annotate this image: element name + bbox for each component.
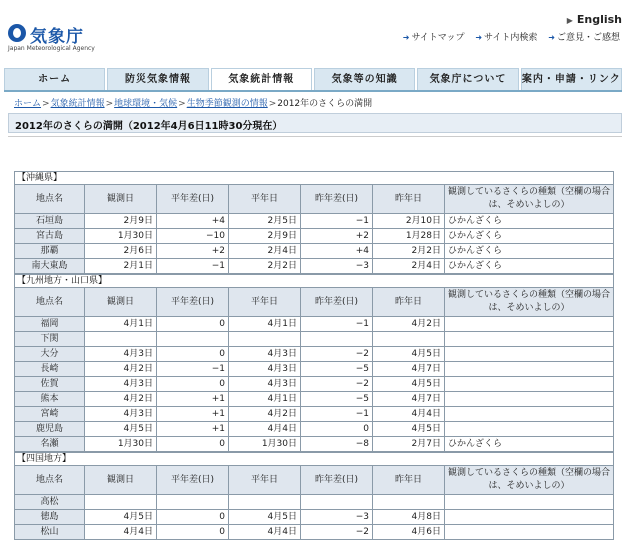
table-cell: 2月1日 [85,259,157,274]
breadcrumb-home[interactable]: ホーム [14,99,42,109]
column-header: 観測日 [85,288,157,317]
table-cell: −1 [301,214,373,229]
logo-subtitle: Japan Meteorological Agency [8,45,95,52]
station-name: 石垣島 [15,214,85,229]
arrow-right-icon: ➜ [548,33,555,42]
table-cell: 4月1日 [229,317,301,332]
column-header: 観測日 [85,185,157,214]
station-name: 福岡 [15,317,85,332]
table-cell: 4月5日 [85,510,157,525]
table-cell: 4月1日 [229,392,301,407]
jma-logo[interactable] [8,22,98,52]
tab-disaster-info[interactable]: 防災気象情報 [107,68,208,90]
table-cell [445,422,614,437]
column-header: 昨年日 [373,466,445,495]
breadcrumb-statistics[interactable]: 気象統計情報 [50,99,105,109]
tab-about[interactable]: 気象庁について [417,68,518,90]
column-header: 平年日 [229,288,301,317]
table-row [15,510,614,525]
table-cell [445,510,614,525]
station-name: 熊本 [15,392,85,407]
tab-home[interactable]: ホーム [4,68,105,90]
column-header: 観測しているさくらの種類（空欄の場合は、そめいよしの） [445,185,614,214]
table-cell [229,495,301,510]
table-cell: 4月2日 [85,392,157,407]
sitemap-link[interactable]: ➜ サイトマップ [402,33,465,43]
table-cell [445,347,614,362]
table-cell [373,332,445,347]
region-block [14,171,614,274]
column-header: 平年差(日) [157,288,229,317]
region-name: 【四国地方】 [14,452,614,465]
table-cell [229,332,301,347]
column-header: 地点名 [15,288,85,317]
column-header: 昨年差(日) [301,466,373,495]
station-name: 鹿児島 [15,422,85,437]
column-header: 平年日 [229,466,301,495]
table-header-row [15,185,614,214]
table-row [15,495,614,510]
column-header: 平年差(日) [157,466,229,495]
table-cell: 4月3日 [85,407,157,422]
divider [8,136,622,137]
column-header: 地点名 [15,185,85,214]
bloom-tables [14,171,614,540]
station-name: 名瀬 [15,437,85,452]
column-header: 昨年日 [373,185,445,214]
breadcrumb-separator: > [105,99,114,109]
breadcrumb [14,96,372,109]
column-header: 昨年日 [373,288,445,317]
station-name: 松山 [15,525,85,540]
table-row [15,407,614,422]
table-row [15,244,614,259]
table-cell: 0 [157,437,229,452]
table-cell: 4月3日 [85,377,157,392]
station-name: 長崎 [15,362,85,377]
breadcrumb-phenology[interactable]: 生物季節観測の情報 [186,99,268,109]
table-cell: 4月7日 [373,362,445,377]
tab-guide[interactable]: 案内・申請・リンク [521,68,622,90]
table-cell: 0 [301,422,373,437]
table-cell: −3 [301,510,373,525]
table-cell: 4月5日 [373,377,445,392]
station-name: 宮崎 [15,407,85,422]
table-cell: −2 [301,377,373,392]
region-block [14,452,614,540]
table-cell: 4月3日 [229,362,301,377]
bloom-table [14,287,614,452]
table-cell: −2 [301,525,373,540]
column-header: 昨年差(日) [301,288,373,317]
table-row [15,525,614,540]
page-title-bar [8,113,622,133]
column-header: 平年日 [229,185,301,214]
table-cell: −5 [301,392,373,407]
table-cell: +2 [301,229,373,244]
bloom-table [14,465,614,540]
breadcrumb-environment[interactable]: 地球環境・気候 [114,99,178,109]
table-cell: 2月6日 [85,244,157,259]
table-cell: 1月30日 [229,437,301,452]
table-cell: +1 [157,407,229,422]
table-cell [157,495,229,510]
table-cell [157,332,229,347]
column-header: 観測しているさくらの種類（空欄の場合は、そめいよしの） [445,466,614,495]
station-name: 大分 [15,347,85,362]
table-cell: −5 [301,362,373,377]
table-cell: +2 [157,244,229,259]
table-cell [445,362,614,377]
breadcrumb-separator: > [178,99,186,109]
region-block [14,274,614,452]
station-name: 高松 [15,495,85,510]
table-cell [85,332,157,347]
table-cell: 4月5日 [85,422,157,437]
table-cell: 4月2日 [373,317,445,332]
bloom-table [14,184,614,274]
column-header: 観測日 [85,466,157,495]
table-cell [373,495,445,510]
table-cell: 2月2日 [373,244,445,259]
table-row [15,347,614,362]
table-cell: 4月3日 [229,377,301,392]
table-cell: 0 [157,525,229,540]
tab-knowledge[interactable]: 気象等の知識 [314,68,415,90]
table-cell: 4月4日 [373,407,445,422]
triangle-right-icon: ▶ [566,16,573,25]
table-cell: 2月4日 [229,244,301,259]
table-cell: 4月2日 [229,407,301,422]
table-cell [301,332,373,347]
english-link[interactable]: ▶ English [566,13,622,26]
station-name: 那覇 [15,244,85,259]
table-cell [445,332,614,347]
table-cell: 4月3日 [229,347,301,362]
table-cell: 0 [157,510,229,525]
table-cell: 4月5日 [373,347,445,362]
table-row [15,392,614,407]
breadcrumb-current: 2012年のさくらの満開 [277,99,373,109]
utility-links [395,30,620,43]
table-header-row [15,466,614,495]
page-title: 2012年のさくらの満開（2012年4月6日11時30分現在） [15,121,283,132]
station-name: 徳島 [15,510,85,525]
table-cell: 1月28日 [373,229,445,244]
table-header-row [15,288,614,317]
table-cell: 2月9日 [85,214,157,229]
table-cell: 0 [157,377,229,392]
table-cell [445,377,614,392]
table-cell [445,525,614,540]
table-cell: 4月3日 [85,347,157,362]
site-search-link[interactable]: ➜ サイト内検索 [475,33,538,43]
logo-name: 気象庁 [30,27,84,47]
table-cell: 0 [157,317,229,332]
table-cell: −1 [157,362,229,377]
table-cell [445,392,614,407]
table-row [15,229,614,244]
table-cell: 0 [157,347,229,362]
table-cell: 4月8日 [373,510,445,525]
table-cell: 4月6日 [373,525,445,540]
table-cell: −10 [157,229,229,244]
tab-statistics[interactable]: 気象統計情報 [211,68,312,90]
table-cell [85,495,157,510]
table-cell: +1 [157,422,229,437]
breadcrumb-separator: > [268,99,277,109]
table-cell [445,495,614,510]
site-header [0,0,640,66]
table-cell: +1 [157,392,229,407]
table-cell: 1月30日 [85,437,157,452]
table-cell: −3 [301,259,373,274]
table-cell: ひかんざくら [445,437,614,452]
column-header: 昨年差(日) [301,185,373,214]
station-name: 宮古島 [15,229,85,244]
region-name: 【九州地方・山口県】 [14,274,614,287]
arrow-right-icon: ➜ [402,33,410,42]
table-row [15,377,614,392]
table-cell: −8 [301,437,373,452]
table-cell: 2月7日 [373,437,445,452]
table-cell: 2月4日 [373,259,445,274]
jma-logo-icon [8,24,26,42]
table-cell: ひかんざくら [445,214,614,229]
station-name: 南大東島 [15,259,85,274]
table-cell: −2 [301,347,373,362]
table-cell: 2月10日 [373,214,445,229]
table-cell: 4月4日 [229,525,301,540]
table-cell: 4月5日 [229,510,301,525]
table-cell: 4月1日 [85,317,157,332]
table-cell: 4月5日 [373,422,445,437]
table-cell: 4月2日 [85,362,157,377]
station-name: 佐賀 [15,377,85,392]
breadcrumb-separator: > [42,99,50,109]
table-cell: +4 [157,214,229,229]
column-header: 観測しているさくらの種類（空欄の場合は、そめいよしの） [445,288,614,317]
arrow-right-icon: ➜ [475,33,483,42]
feedback-link[interactable]: ➜ ご意見・ご感想 [548,33,620,43]
table-row [15,317,614,332]
table-cell: −1 [301,407,373,422]
table-cell: −1 [157,259,229,274]
table-row [15,259,614,274]
table-cell: 1月30日 [85,229,157,244]
table-row [15,422,614,437]
table-cell: ひかんざくら [445,244,614,259]
table-cell: ひかんざくら [445,259,614,274]
table-cell [301,495,373,510]
table-cell: ひかんざくら [445,229,614,244]
table-cell: 4月4日 [85,525,157,540]
table-cell: −1 [301,317,373,332]
table-cell: 4月4日 [229,422,301,437]
table-row [15,214,614,229]
main-nav [4,68,622,92]
column-header: 地点名 [15,466,85,495]
table-cell: 2月2日 [229,259,301,274]
table-cell: 4月7日 [373,392,445,407]
table-row [15,362,614,377]
table-cell [445,407,614,422]
table-row [15,332,614,347]
station-name: 下関 [15,332,85,347]
table-cell: 2月5日 [229,214,301,229]
table-row [15,437,614,452]
table-cell: +4 [301,244,373,259]
table-cell: 2月9日 [229,229,301,244]
column-header: 平年差(日) [157,185,229,214]
table-cell [445,317,614,332]
region-name: 【沖縄県】 [14,171,614,184]
